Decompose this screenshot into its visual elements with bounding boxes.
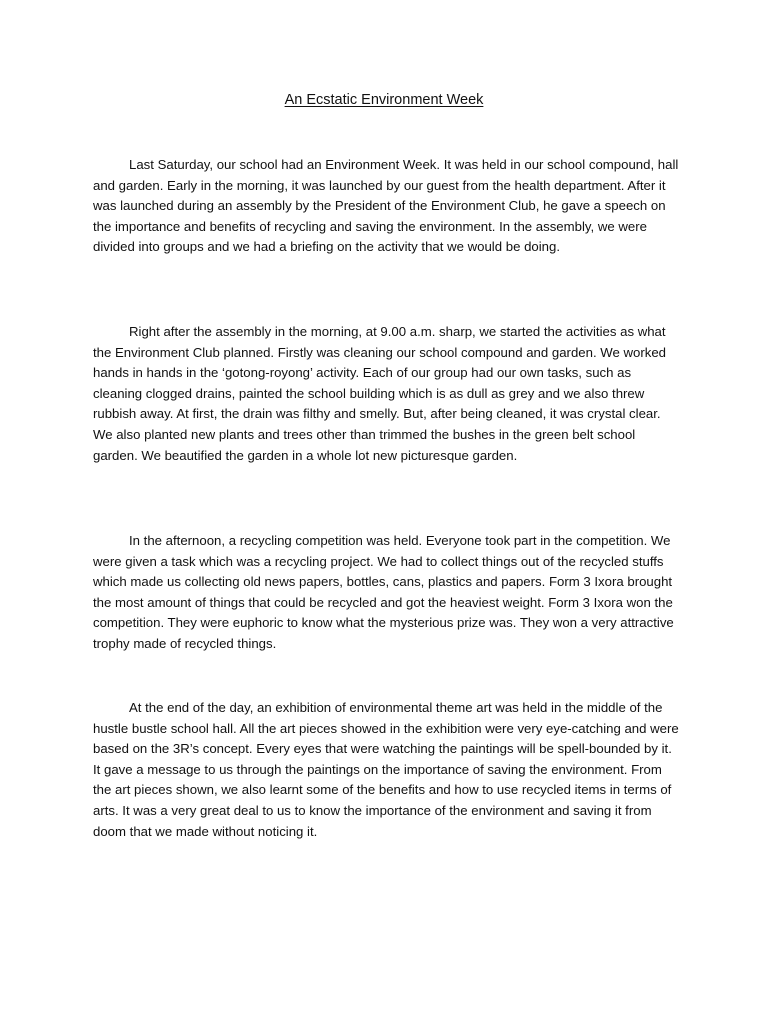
- paragraph-1: Last Saturday, our school had an Environment Week. It was held in our school compound, hall and garden. Early in the morning, it was launched by our guest from the health department. After it was launched during an assembly by the President of the Environment Club, he gave a speech on the importance and benefits of recycling and saving the environment. In the assembly, we were divided into groups and we had a briefing on the activity that we would be doing.: [93, 157, 679, 255]
- paragraph-2: Right after the assembly in the morning, at 9.00 a.m. sharp, we started the activities as what the Environment Club planned. Firstly was cleaning our school compound and garden. We worked hands in hands in the ‘gotong-royong’ activity. Each of our group had our own tasks, such as cleaning clogged drains, painted the school building which is as dull as grey and we also threw rubbish away. At first, the drain was filthy and smelly. But, after being cleaned, it was crystal clear. We also planted new plants and trees other than trimmed the bushes in the green belt school garden. We beautified the garden in a whole lot new picturesque garden.: [93, 324, 666, 463]
- paragraph-3: In the afternoon, a recycling competition was held. Everyone took part in the competition. We were given a task which was a recycling project. We had to collect things out of the recycled stuffs which made us collecting old news papers, bottles, cans, plastics and papers. Form 3 Ixora brought the most amount of things that could be recycled and got the heaviest weight. Form 3 Ixora won the competition. They were euphoric to know what the mysterious prize was. They won a very attractive trophy made of recycled things.: [93, 533, 674, 651]
- paragraph-4: At the end of the day, an exhibition of environmental theme art was held in the middle of the hustle bustle school hall. All the art pieces showed in the exhibition were very eye-catching and were based on the 3R’s concept. Every eyes that were watching the paintings will be spell-bounded by it. It gave a message to us through the paintings on the importance of saving the environment. From the art pieces shown, we also learnt some of the benefits and how to use recycled items in terms of arts. It was a very great deal to us to know the importance of the environment and saving it from doom that we made without noticing it.: [93, 700, 679, 839]
- document-title: An Ecstatic Environment Week: [284, 92, 484, 108]
